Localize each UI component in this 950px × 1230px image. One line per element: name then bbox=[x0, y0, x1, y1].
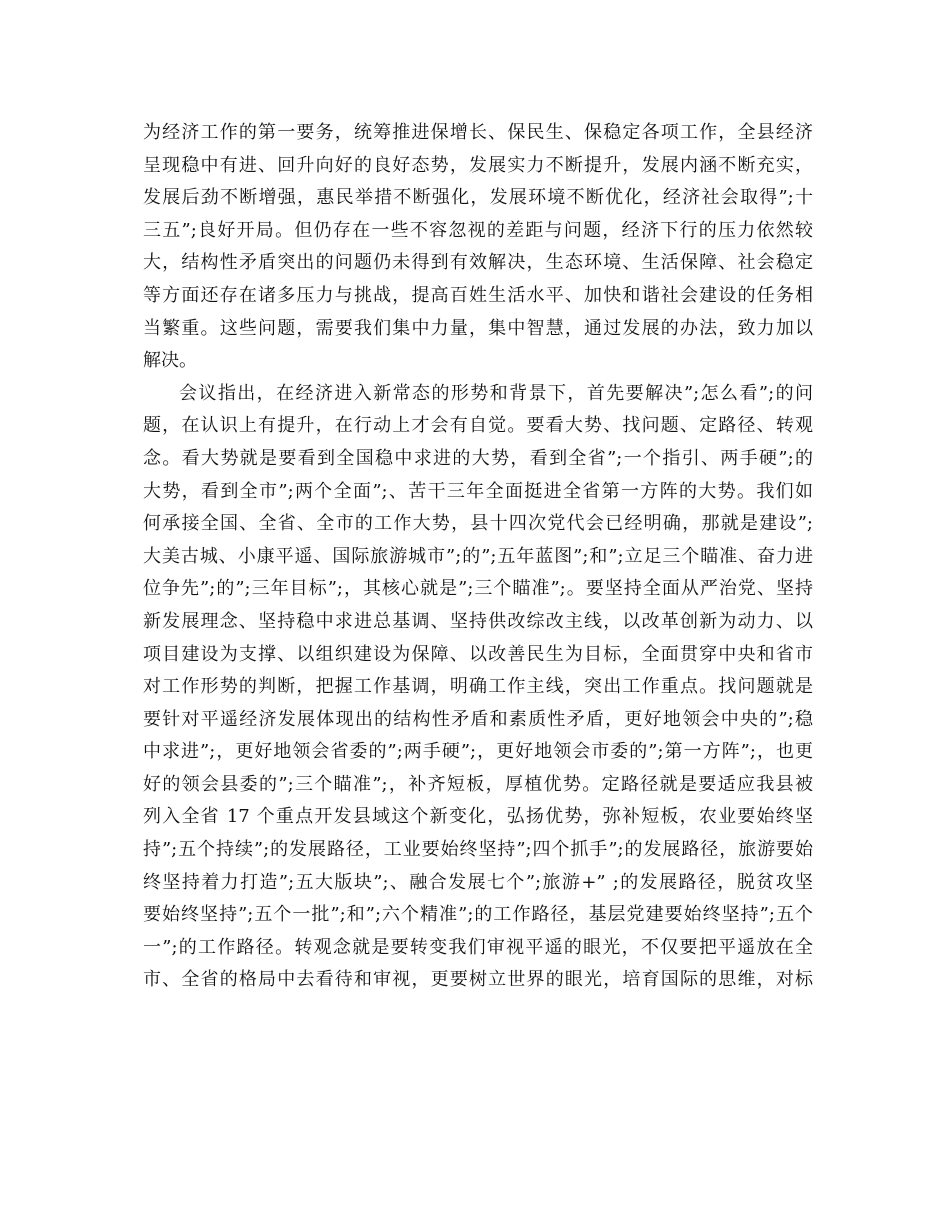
text-line: 项目建设为支撑、以组织建设为保障、以改善民生为目标，全面贯穿中央和省市 bbox=[143, 643, 813, 665]
text-line: 为经济工作的第一要务，统筹推进保增长、保民生、保稳定各项工作，全县经济 bbox=[143, 122, 813, 143]
text-line: 三五”;良好开局。但仍存在一些不容忽视的差距与问题，经济下行的压力依然较 bbox=[143, 219, 813, 241]
body-text bbox=[143, 117, 813, 997]
text-line: 大美古城、小康平遥、国际旅游城市”;的”;五年蓝图”;和”;立足三个瞄准、奋力进 bbox=[143, 545, 813, 567]
text-line: 对工作形势的判断，把握工作基调，明确工作主线，突出工作重点。找问题就是 bbox=[143, 676, 813, 698]
text-line: 等方面还存在诸多压力与挑战，提高百姓生活水平、加快和谐社会建设的任务相 bbox=[143, 284, 813, 306]
text-line: 终坚持着力打造”;五大版块”;、融合发展七个”;旅游+” ;的发展路径，脱贫攻坚 bbox=[143, 871, 813, 893]
text-line: 中求进”;，更好地领会省委的”;两手硬”;，更好地领会市委的”;第一方阵”;，也更 bbox=[143, 741, 813, 763]
text-line: 新发展理念、坚持稳中求进总基调、坚持供改综改主线，以改革创新为动力、以 bbox=[143, 610, 813, 632]
text-line: 大，结构性矛盾突出的问题仍未得到有效解决，生态环境、生活保障、社会稳定 bbox=[143, 252, 813, 274]
text-line: 一”;的工作路径。转观念就是要转变我们审视平遥的眼光，不仅要把平遥放在全 bbox=[143, 936, 813, 958]
text-line: 解决。 bbox=[143, 350, 197, 372]
text-line: 列入全省 17 个重点开发县域这个新变化，弘扬优势，弥补短板，农业要始终坚 bbox=[143, 806, 813, 828]
text-line: 当繁重。这些问题，需要我们集中力量，集中智慧，通过发展的办法，致力加以 bbox=[143, 317, 813, 339]
text-line: 好的领会县委的”;三个瞄准”;，补齐短板，厚植优势。定路径就是要适应我县被 bbox=[143, 773, 813, 795]
text-line: 大势，看到全市”;两个全面”;、苦干三年全面挺进全省第一方阵的大势。我们如 bbox=[143, 480, 813, 502]
text-line: 发展后劲不断增强，惠民举措不断强化，发展环境不断优化，经济社会取得”;十 bbox=[143, 187, 813, 209]
text-line: 题，在认识上有提升，在行动上才会有自觉。要看大势、找问题、定路径、转观 bbox=[143, 415, 813, 437]
text-line: 何承接全国、全省、全市的工作大势，县十四次党代会已经明确，那就是建设”; bbox=[143, 513, 813, 535]
text-line: 念。看大势就是要看到全国稳中求进的大势，看到全省”;一个指引、两手硬”;的 bbox=[143, 447, 813, 469]
text-line: 会议指出，在经济进入新常态的形势和背景下，首先要解决”;怎么看”;的问 bbox=[179, 382, 813, 404]
text-line: 呈现稳中有进、回升向好的良好态势，发展实力不断提升，发展内涵不断充实， bbox=[143, 154, 813, 176]
text-line: 要始终坚持”;五个一批”;和”;六个精准”;的工作路径，基层党建要始终坚持”;五个 bbox=[143, 904, 813, 926]
text-line: 位争先”;的”;三年目标”;，其核心就是”;三个瞄准”;。要坚持全面从严治党、坚持 bbox=[143, 578, 813, 600]
text-line: 持”;五个持续”;的发展路径，工业要始终坚持”;四个抓手”;的发展路径，旅游要始 bbox=[143, 839, 813, 861]
paragraph-1 bbox=[143, 117, 813, 378]
text-line: 市、全省的格局中去看待和审视，更要树立世界的眼光，培育国际的思维，对标 bbox=[143, 969, 813, 991]
paragraph-2 bbox=[143, 378, 813, 997]
text-line: 要针对平遥经济发展体现出的结构性矛盾和素质性矛盾，更好地领会中央的”;稳 bbox=[143, 708, 813, 730]
